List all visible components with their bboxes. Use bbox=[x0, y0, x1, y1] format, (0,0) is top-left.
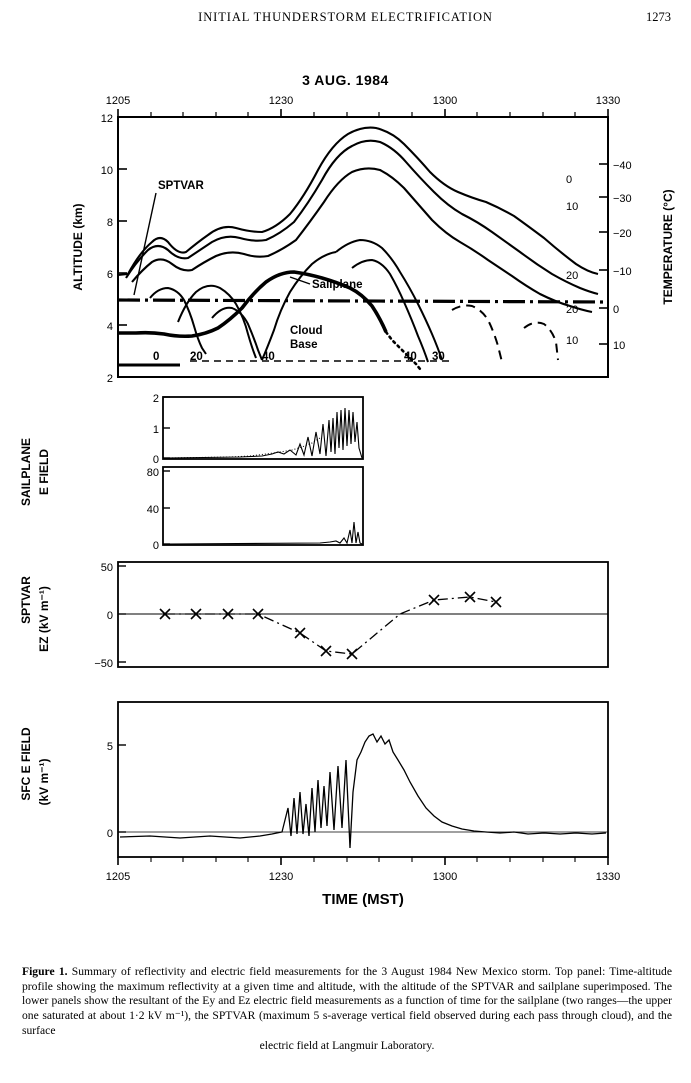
running-head: INITIAL THUNDERSTORM ELECTRIFICATION bbox=[198, 10, 493, 24]
temp-tick: −10 bbox=[613, 266, 632, 278]
figure-title: 3 AUG. 1984 bbox=[302, 72, 389, 88]
y-tick: 6 bbox=[106, 269, 113, 281]
y-tick: 8 bbox=[106, 217, 113, 229]
altitude-ticks bbox=[101, 113, 113, 385]
y-tick: 10 bbox=[100, 165, 113, 177]
temperature-ticks bbox=[613, 160, 632, 352]
figure-graphic bbox=[0, 92, 691, 962]
y-tick: 4 bbox=[106, 321, 113, 333]
top-time-ticks bbox=[106, 95, 620, 107]
caption-last-line: electric field at Langmuir Laboratory. bbox=[259, 1038, 435, 1052]
y-tick: 40 bbox=[146, 504, 159, 516]
y-tick: 2 bbox=[152, 393, 159, 405]
temp-tick: −20 bbox=[613, 228, 632, 240]
caption-text: Summary of reflectivity and electric field measurements for the 3 August 1984 New Mexico storm. Top panel: Time-altitude profile showing the maximum reflectivity at a given time and altitude, with the altitude of the SPTVAR and sailplane superimposed. The lower panels show the resultant of the Ey and Ez electric field measurements as a function of time for the sailplane (two ranges—the upper one saturated at about 1·2 kV m⁻¹), the SPTVAR (maximum 5 s-average vertical field observed during each pass through cloud), and the surface bbox=[22, 965, 672, 1037]
sfc-axis-sublabel: (kV m⁻¹) bbox=[37, 758, 51, 806]
data-markers bbox=[160, 592, 501, 659]
y-tick: 0 bbox=[106, 828, 113, 840]
temp-tick: 10 bbox=[613, 340, 626, 352]
sailplane-axis-label: SAILPLANE bbox=[19, 437, 33, 507]
time-tick: 1205 bbox=[105, 871, 131, 883]
right-number: 10 bbox=[566, 335, 579, 347]
caption-label: Figure 1. bbox=[22, 965, 68, 978]
y-tick: 2 bbox=[106, 373, 113, 385]
contour-label: 20 bbox=[190, 351, 203, 363]
y-tick: 1 bbox=[152, 424, 159, 436]
annotation-sailplane: Sailplane bbox=[312, 279, 363, 291]
y-tick: 0 bbox=[106, 610, 113, 622]
altitude-axis-label: ALTITUDE (km) bbox=[71, 203, 85, 291]
time-tick: 1330 bbox=[595, 871, 621, 883]
annotation-sptvar: SPTVAR bbox=[158, 180, 204, 192]
y-tick: 50 bbox=[100, 562, 113, 574]
time-tick: 1230 bbox=[268, 95, 294, 107]
contour-label: 40 bbox=[404, 351, 417, 363]
temp-tick: 0 bbox=[613, 304, 620, 316]
right-number: 0 bbox=[566, 174, 573, 186]
contour-label: 30 bbox=[432, 351, 445, 363]
figure-caption bbox=[22, 965, 672, 1053]
panel-sailplane-efield bbox=[19, 393, 363, 552]
time-tick: 1330 bbox=[595, 95, 621, 107]
right-number: 20 bbox=[566, 270, 579, 282]
panel-altitude bbox=[71, 95, 675, 385]
page-number: 1273 bbox=[646, 10, 671, 24]
sfc-axis-label: SFC E FIELD bbox=[19, 727, 33, 801]
panel-sfc-efield bbox=[19, 702, 620, 908]
sptvar-axis-label: SPTVAR bbox=[19, 576, 33, 624]
time-tick: 1300 bbox=[432, 871, 458, 883]
right-number: 20 bbox=[566, 304, 579, 316]
sptvar-axis-sublabel: EZ (kV m⁻¹) bbox=[37, 586, 51, 652]
y-tick: 0 bbox=[152, 454, 159, 466]
y-tick: 0 bbox=[152, 540, 159, 552]
contour-label: 0 bbox=[153, 351, 160, 363]
time-tick: 1205 bbox=[105, 95, 131, 107]
time-tick: 1300 bbox=[432, 95, 458, 107]
panel-sptvar-ez bbox=[19, 562, 608, 670]
time-tick: 1230 bbox=[268, 871, 294, 883]
sailplane-axis-sublabel: E FIELD bbox=[37, 448, 51, 496]
y-tick: 5 bbox=[106, 741, 113, 753]
y-tick: 12 bbox=[100, 113, 113, 125]
annotation-cloud-base: Base bbox=[290, 339, 318, 351]
y-tick: 80 bbox=[146, 467, 159, 479]
temp-tick: −30 bbox=[613, 193, 632, 205]
y-tick: −50 bbox=[94, 658, 113, 670]
right-number: 10 bbox=[566, 201, 579, 213]
annotation-cloud: Cloud bbox=[290, 325, 323, 337]
temp-tick: −40 bbox=[613, 160, 632, 172]
contour-label: 40 bbox=[262, 351, 275, 363]
temperature-axis-label: TEMPERATURE (°C) bbox=[661, 189, 675, 305]
time-axis-label: TIME (MST) bbox=[322, 891, 404, 908]
sptvar-track bbox=[118, 300, 608, 302]
